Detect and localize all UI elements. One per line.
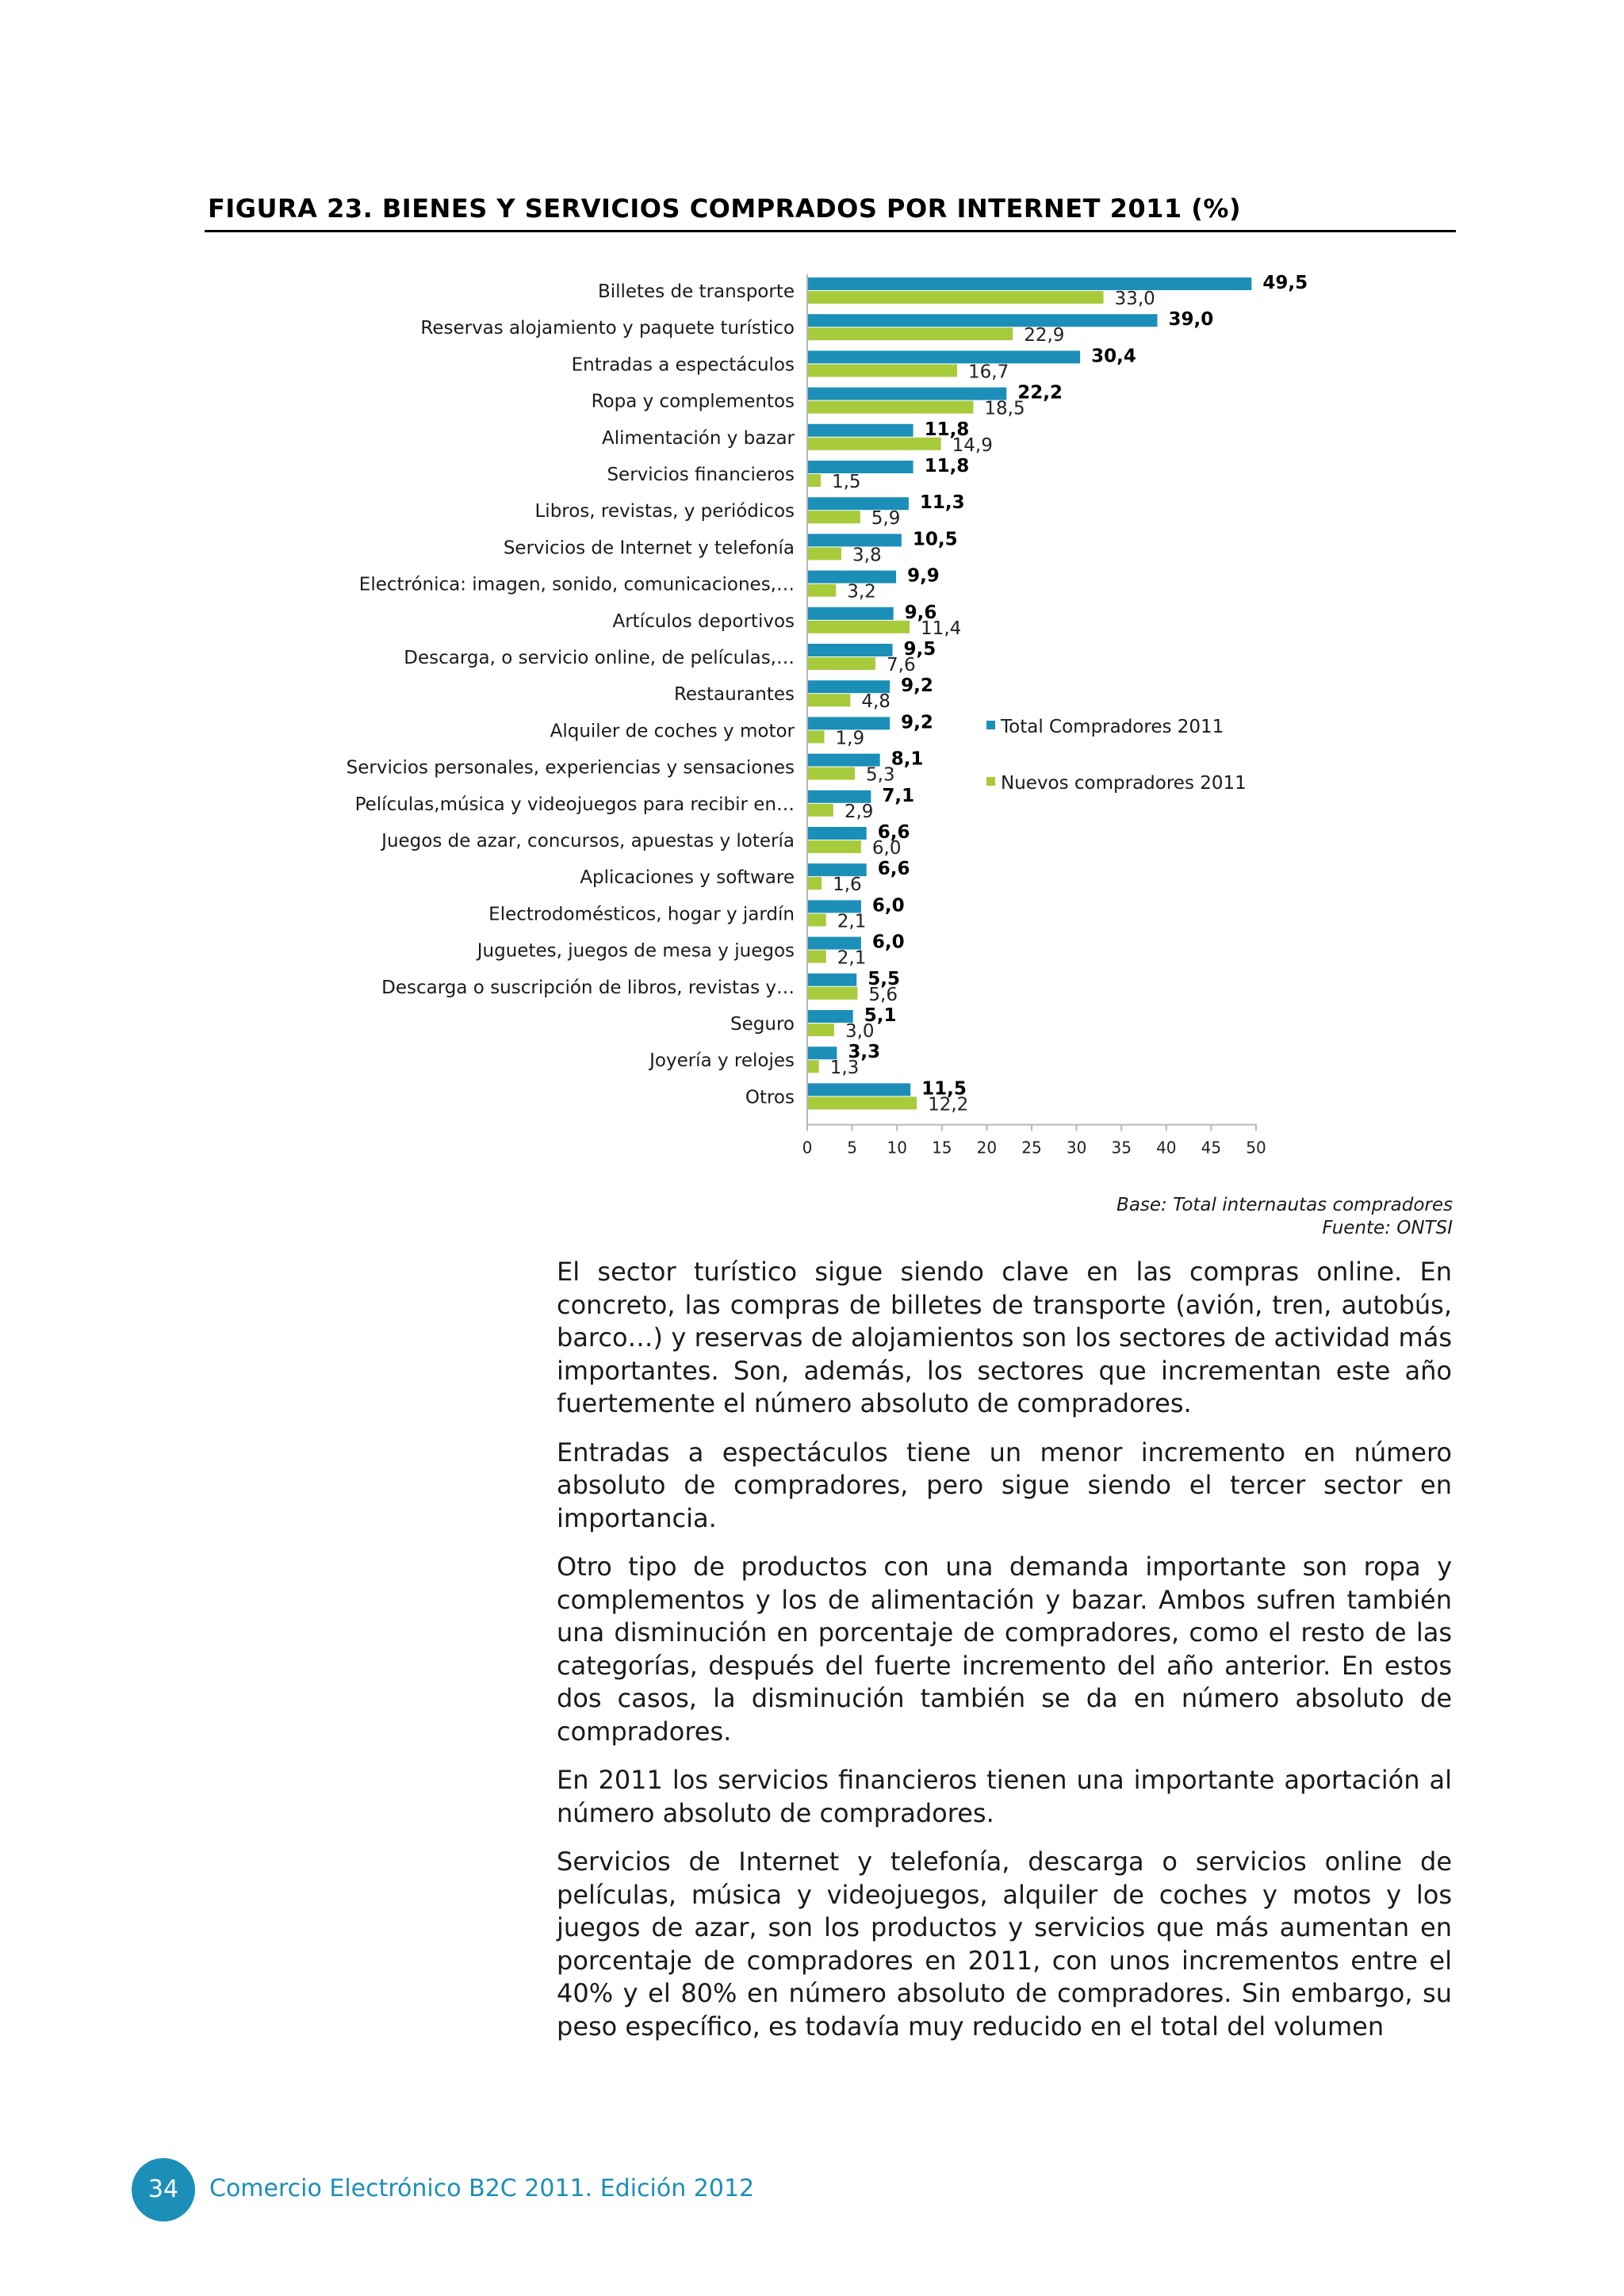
bar-new: [807, 987, 857, 1000]
data-label-total: 3,3: [848, 1042, 881, 1063]
data-label-new: 3,0: [845, 1021, 875, 1042]
category-label: Seguro: [730, 1014, 795, 1035]
data-label-new: 14,9: [952, 434, 993, 456]
bar-new: [807, 584, 836, 597]
paragraph: Entradas a espectáculos tiene un menor incremento en número absoluto de compradores, pero sigue siendo el tercer sector en importancia.: [557, 1437, 1452, 1533]
paragraph: El sector turístico sigue siendo clave en las compras online. En concreto, las compras de billetes de transporte (avión, tren, autobús, barco…) y reservas de alojamientos son los sectores de actividad más importantes. Son, además, los sectores que incrementan este año fuertemente el número absoluto de compradores.: [557, 1257, 1452, 1418]
data-label-total: 9,2: [901, 675, 933, 697]
category-label: Entradas a espectáculos: [571, 354, 795, 376]
data-label-new: 2,1: [837, 947, 867, 969]
data-label-new: 6,0: [871, 838, 902, 859]
body-text: [557, 1256, 1452, 2059]
data-label-total: 11,8: [924, 456, 970, 476]
category-label: Juegos de azar, concursos, apuestas y lotería: [381, 831, 795, 851]
bar-total: [807, 607, 894, 620]
category-label: Ropa y complementos: [591, 391, 795, 412]
data-label-new: 3,2: [847, 581, 876, 603]
legend-swatch-new: [986, 777, 995, 786]
bar-new: [807, 951, 826, 963]
category-label: Artículos deportivos: [612, 610, 795, 632]
data-label-new: 5,6: [868, 984, 898, 1005]
bar-total: [807, 314, 1157, 327]
data-label-total: 10,5: [912, 529, 958, 550]
data-label-new: 33,0: [1114, 289, 1155, 309]
category-label: Reservas alojamiento y paquete turístico: [420, 318, 795, 339]
bar-total: [807, 350, 1080, 363]
category-label: Juguetes, juegos de mesa y juegos: [477, 940, 795, 962]
x-tick-label: 20: [976, 1138, 998, 1158]
data-label-total: 6,6: [877, 859, 910, 880]
bar-total: [807, 1083, 910, 1096]
data-label-total: 8,1: [891, 748, 924, 770]
bar-new: [807, 840, 861, 853]
legend-label-new: Nuevos compradores 2011: [1001, 773, 1247, 794]
x-tick-label: 35: [1111, 1138, 1132, 1158]
category-label: Otros: [745, 1087, 795, 1108]
category-label: Aplicaciones y software: [580, 867, 795, 889]
data-label-total: 6,0: [871, 895, 905, 916]
paragraph: Servicios de Internet y telefonía, descarga o servicios online de películas, música y videojuegos, alquiler de coches y motos y los juegos de azar, son los productos y servicios que más aumentan en porcentaje de compradores en 2011, con unos incrementos entre el 40% y el 80% en número absoluto de compradores. Sin embargo, su peso específico, es todavía muy reducido en el total del volumen: [557, 1846, 1452, 2042]
data-label-total: 9,2: [901, 712, 933, 733]
data-label-new: 18,5: [984, 398, 1025, 419]
publication-title: Comercio Electrónico B2C 2011. Edición 2012: [209, 2175, 755, 2202]
bar-new: [807, 474, 821, 487]
category-label: Servicios personales, experiencias y sensaciones: [346, 757, 795, 779]
data-label-new: 22,9: [1024, 325, 1065, 346]
category-label: Películas,música y videojuegos para recibir en…: [354, 794, 795, 815]
bar-new: [807, 438, 941, 450]
data-label-new: 1,3: [829, 1058, 860, 1079]
bar-total: [807, 974, 856, 986]
bar-total: [807, 644, 893, 656]
source-note: [1116, 1194, 1453, 1240]
data-label-total: 49,5: [1262, 273, 1308, 293]
data-label-total: 9,5: [903, 639, 936, 660]
bar-new: [807, 767, 855, 780]
data-label-total: 22,2: [1017, 382, 1063, 404]
data-label-total: 9,9: [907, 565, 940, 587]
data-label-new: 7,6: [887, 655, 916, 675]
data-label-new: 2,9: [844, 801, 874, 822]
bar-new: [807, 401, 973, 414]
data-label-total: 11,3: [919, 492, 965, 514]
paragraph: En 2011 los servicios financieros tienen una importante aportación al número absoluto de compradores.: [557, 1765, 1452, 1828]
data-label-new: 1,6: [833, 874, 862, 896]
data-label-total: 5,5: [868, 968, 901, 989]
x-tick-label: 0: [802, 1138, 813, 1158]
category-label: Descarga o suscripción de libros, revistas y…: [381, 977, 795, 998]
paragraph: Otro tipo de productos con una demanda importante son ropa y complementos y los de alimentación y bazar. Ambos sufren también una disminución en porcentaje de compradores, como el resto de las categorías, después del fuerte incremento del año anterior. En estos dos casos, la disminución también se da en número absoluto de compradores.: [557, 1552, 1452, 1747]
data-label-total: 11,8: [924, 419, 970, 440]
data-label-new: 5,9: [871, 508, 901, 530]
x-tick-label: 30: [1066, 1138, 1087, 1158]
category-label: Servicios de Internet y telefonía: [503, 538, 795, 559]
bar-total: [807, 388, 1006, 400]
data-label-new: 1,5: [831, 472, 861, 492]
x-tick-label: 45: [1201, 1138, 1222, 1158]
bar-new: [807, 804, 833, 817]
data-label-total: 11,5: [921, 1078, 967, 1100]
x-tick-label: 15: [932, 1138, 952, 1158]
x-tick-label: 50: [1246, 1138, 1266, 1158]
data-label-new: 5,3: [865, 764, 895, 786]
data-label-new: 4,8: [861, 691, 891, 713]
category-label: Electrodomésticos, hogar y jardín: [488, 904, 795, 925]
bar-total: [807, 827, 867, 840]
data-label-new: 2,1: [837, 911, 867, 932]
bar-new: [807, 730, 825, 743]
category-label: Electrónica: imagen, sonido, comunicaciones,…: [358, 574, 795, 595]
bar-new: [807, 291, 1104, 304]
bar-total: [807, 277, 1251, 290]
bar-new: [807, 621, 910, 633]
bar-new: [807, 694, 850, 706]
data-label-total: 5,1: [864, 1005, 897, 1026]
category-label: Alquiler de coches y motor: [550, 721, 795, 742]
category-label: Descarga, o servicio online, de películas,…: [404, 648, 795, 668]
bar-new: [807, 913, 826, 926]
bar-new: [807, 877, 822, 890]
data-label-new: 1,9: [835, 728, 865, 749]
category-label: Libros, revistas, y periódicos: [534, 501, 795, 522]
data-label-new: 16,7: [968, 362, 1009, 383]
data-label-total: 30,4: [1091, 346, 1136, 367]
legend-label-total: Total Compradores 2011: [1001, 717, 1224, 737]
bar-total: [807, 424, 914, 437]
data-label-total: 6,0: [871, 932, 905, 953]
base-note-text: Base: Total internautas compradores: [1116, 1195, 1453, 1215]
data-label-new: 12,2: [928, 1094, 969, 1115]
x-tick-label: 10: [887, 1138, 907, 1158]
x-tick-label: 40: [1156, 1138, 1177, 1158]
bar-new: [807, 547, 841, 560]
x-tick-label: 25: [1021, 1138, 1042, 1158]
figure-title: FIGURA 23. BIENES Y SERVICIOS COMPRADOS POR INTERNET 2011 (%): [208, 193, 1242, 224]
legend-swatch-total: [986, 721, 995, 729]
data-label-total: 6,6: [877, 822, 910, 843]
data-label-new: 11,4: [921, 618, 962, 639]
bar-new: [807, 1024, 834, 1036]
bar-new: [807, 511, 860, 523]
bar-new: [807, 1096, 917, 1109]
bar-new: [807, 1060, 819, 1073]
data-label-total: 9,6: [904, 602, 937, 623]
category-label: Billetes de transporte: [597, 281, 795, 302]
x-tick-label: 5: [847, 1138, 857, 1158]
category-label: Joyería y relojes: [649, 1050, 795, 1072]
data-label-total: 39,0: [1168, 309, 1214, 331]
bar-new: [807, 657, 875, 670]
category-label: Alimentación y bazar: [602, 427, 795, 449]
category-label: Restaurantes: [673, 684, 795, 706]
source-text: Fuente: ONTSI: [1322, 1218, 1453, 1238]
bar-new: [807, 364, 957, 377]
category-label: Servicios financieros: [607, 465, 795, 485]
data-label-new: 3,8: [852, 545, 882, 566]
data-label-total: 7,1: [882, 785, 915, 806]
page-number: 34: [132, 2158, 195, 2221]
bar-new: [807, 327, 1013, 340]
